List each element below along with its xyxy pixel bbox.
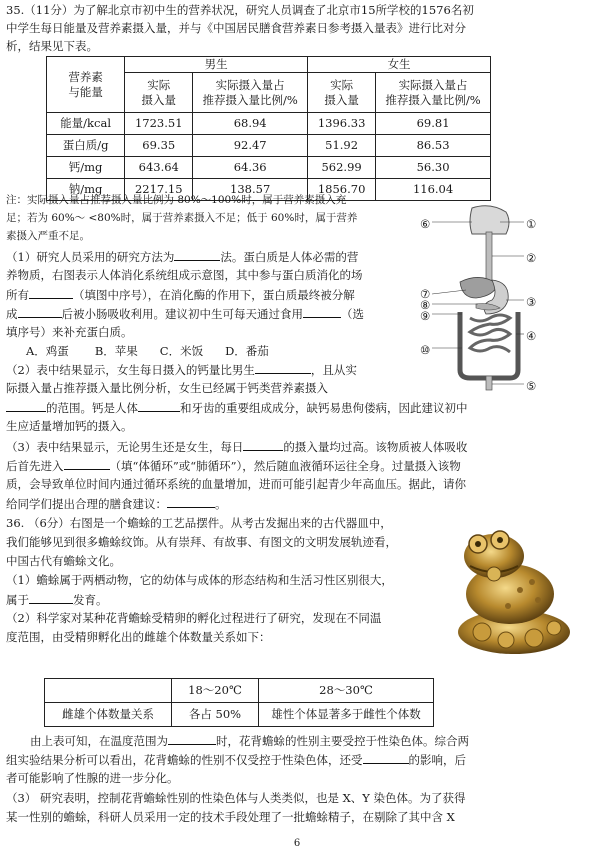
q36-analysis-line3: 者可能影响了性腺的进一步分化。 [6, 771, 179, 785]
header-female: 女生 [308, 57, 491, 73]
answer-blank[interactable] [243, 438, 283, 451]
answer-blank[interactable] [168, 732, 216, 745]
q35-intro-line3: 析，结果见下表。 [6, 39, 98, 53]
answer-blank[interactable] [167, 495, 215, 508]
q36-intro-line3: 中国古代有蟾蜍文化。 [6, 554, 121, 568]
q36-part1-line2: 属于 发育。 [6, 593, 108, 607]
option-b[interactable]: B．苹果 [94, 344, 138, 358]
q35-part1-line2: 养物质，右图表示人体消化系统组成示意图，其中参与蛋白质消化的场 [6, 268, 363, 282]
table-note-line2: 足；若为 60%～ <80%时，属于营养素摄入不足；低于 60%时，属于营养 [6, 212, 358, 224]
diagram-label: ⑩ [420, 343, 431, 357]
q35-part1-line5: 填序号）来补充蛋白质。 [6, 325, 133, 339]
header-female-actual: 实际 摄入量 [308, 73, 376, 113]
q35-part2-line1: （2）表中结果显示，女生每日摄入的钙量比男生 ，且从实 [6, 363, 357, 377]
header-nutrient: 营养素 与能量 [47, 57, 125, 113]
table-row: 雌雄个体数量关系 各占 50% 雄性个体显著多于雌性个体数 [45, 703, 434, 727]
q35-part1-line4: 成 后被小肠吸收利用。建议初中生可每天通过食用 （选 [6, 307, 364, 321]
diagram-label: ⑨ [420, 309, 431, 323]
header-male: 男生 [125, 57, 308, 73]
diagram-label: ⑥ [420, 217, 431, 231]
diagram-label: ④ [526, 329, 537, 343]
option-d[interactable]: D．番茄 [225, 344, 269, 358]
table-row: 能量/kcal 1723.51 68.94 1396.33 69.81 [47, 113, 491, 135]
q35-part1-line1: （1）研究人员采用的研究方法为 法。蛋白质是人体必需的营 [6, 250, 359, 264]
option-c[interactable]: C．米饭 [159, 344, 204, 358]
q35-intro-line1: 35.（11分）为了解北京市初中生的营养状况，研究人员调查了北京市15所学校的1576名初 [6, 3, 474, 17]
q36-part3-line1: （3） 研究表明，控制花背蟾蜍性别的性染色体与人类类似，也是 X、Y 染色体。为了获得 [6, 791, 466, 805]
header-female-ratio: 实际摄入量占 推荐摄入量比例/% [376, 73, 491, 113]
q36-part3-line2: 某一性别的蟾蜍，科研人员采用一定的技术手段处理了一批蟾蜍精子，在剔除了其中含 X [6, 810, 455, 824]
table-row: 蛋白质/g 69.35 92.47 51.92 86.53 [47, 135, 491, 157]
q36-part2-line1: （2）科学家对某种花背蟾蜍受精卵的孵化过程进行了研究，发现在不同温 [6, 611, 382, 625]
nutrition-table [46, 56, 491, 201]
diagram-label: ③ [526, 295, 537, 309]
digestive-system-illustration [420, 200, 540, 396]
q35-intro-line2: 中学生每日能量及营养素摄入量，并与《中国居民膳食营养素日参考摄入量表》进行比对分 [6, 21, 466, 35]
diagram-label: ② [526, 251, 537, 265]
q35-part2-line2: 际摄入量占推荐摄入量比例分析，女生已经属于钙类营养素摄入 [6, 381, 328, 395]
q35-part1-line3: 所有 （填图中序号），在消化酶的作用下，蛋白质最终被分解 [6, 288, 355, 302]
answer-blank[interactable] [138, 399, 180, 412]
q35-part3-line4: 给同学们提出合理的膳食建议： 。 [6, 497, 227, 511]
page-number: 6 [293, 838, 301, 849]
answer-blank[interactable] [29, 286, 73, 299]
answer-blank[interactable] [303, 305, 341, 318]
answer-blank[interactable] [174, 248, 220, 261]
answer-blank[interactable] [255, 361, 311, 374]
option-a[interactable]: A．鸡蛋 [26, 344, 69, 358]
answer-options [26, 343, 269, 359]
golden-toad-figurine-image [448, 520, 572, 658]
diagram-label: ⑧ [420, 298, 431, 312]
answer-blank[interactable] [6, 399, 46, 412]
q35-part2-line3: 的范围。钙是人体 和牙齿的重要组成成分，缺钙易患佝偻病，因此建议初中 [6, 399, 468, 416]
q35-part3-line1: （3）表中结果显示，无论男生还是女生，每日 的摄入量均过高。该物质被人体吸收 [6, 440, 468, 454]
q35-part3-line3: 质，会导致单位时间内通过循环系统的血量增加，进而可能引起青少年高血压。据此，请你 [6, 477, 466, 491]
q36-analysis-line2: 组实验结果分析可以看出，花背蟾蜍的性别不仅受控于性染色体，还受 的影响，后 [6, 753, 466, 767]
table-row: 钠/mg 2217.15 138.57 1856.70 116.04 [47, 179, 491, 201]
q35-part3-line2: 后首先进入 （填“体循环”或“肺循环”），然后随血液循环运往全身。过量摄入该物 [6, 459, 461, 473]
answer-blank[interactable] [29, 591, 73, 604]
header-male-ratio: 实际摄入量占 推荐摄入量比例/% [193, 73, 308, 113]
header-male-actual: 实际 摄入量 [125, 73, 193, 113]
diagram-label: ⑦ [420, 287, 431, 301]
digestive-system-diagram [420, 200, 540, 396]
q35-part2-line4: 生应适量增加钙的摄入。 [6, 419, 133, 433]
q36-intro-line1: 36. （6分）右图是一个蟾蜍的工艺品摆件。从考古发掘出来的古代器皿中， [6, 516, 392, 530]
answer-blank[interactable] [64, 457, 110, 470]
q36-analysis-line1: 由上表可知，在温度范围为 时，花背蟾蜍的性别主要受控于性染色体。综合两 [30, 734, 469, 748]
q36-part2-line2: 度范围，由受精卵孵化出的雌雄个体数量关系如下： [6, 630, 271, 644]
answer-blank[interactable] [363, 751, 409, 764]
diagram-label: ⑤ [526, 379, 537, 393]
header-temp-low: 18～20℃ [172, 679, 259, 703]
header-temp-high: 28～30℃ [259, 679, 434, 703]
table-row: 钙/mg 643.64 64.36 562.99 56.30 [47, 157, 491, 179]
table-note-line3: 素摄入严重不足。 [6, 230, 90, 242]
answer-blank[interactable] [18, 305, 62, 318]
q36-intro-line2: 我们能够见到很多蟾蜍纹饰。从有崇拜、有故事、有图文的文明发展轨迹看， [6, 535, 397, 549]
q36-part1-line1: （1）蟾蜍属于两栖动物，它的幼体与成体的形态结构和生活习性区别很大， [6, 573, 393, 587]
diagram-label: ① [526, 217, 537, 231]
table-note-line1: 注：实际摄入量占推荐摄入量比例为 80%～100%时，属于营养素摄入充 [6, 194, 347, 206]
toad-sex-ratio-table [44, 678, 434, 727]
